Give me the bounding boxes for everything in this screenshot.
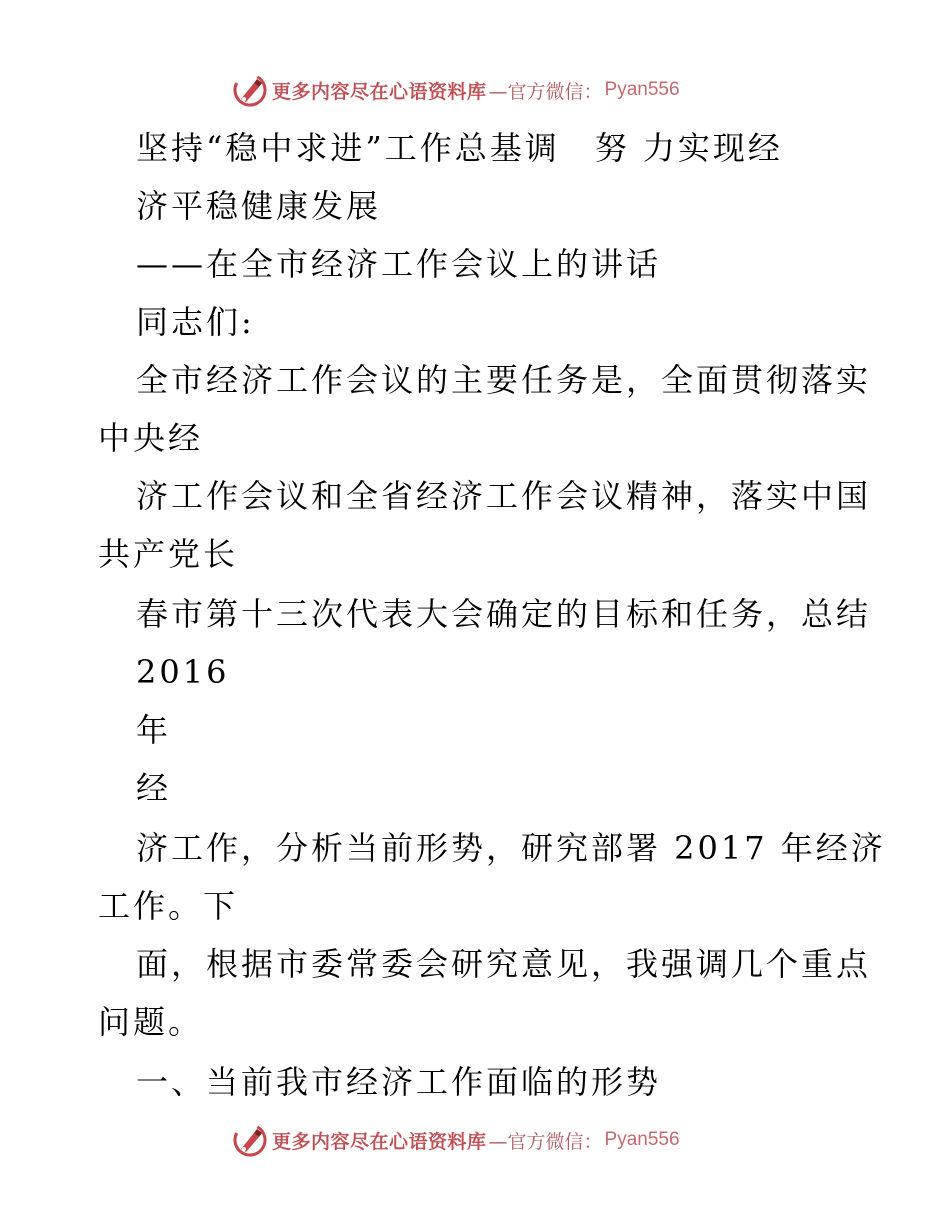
document-title-line-1: 坚持“稳中求进”工作总基调 努 力实现经 (136, 129, 783, 167)
paragraph-line: 济工作，分析当前形势，研究部署 2017 年经济 (136, 829, 886, 867)
salutation: 同志们: (136, 303, 255, 341)
document-title-line-2: 济平稳健康发展 (136, 187, 382, 225)
footer-watermark-banner (232, 1122, 680, 1158)
paragraph-line: 全市经济工作会议的主要任务是，全面贯彻落实 (136, 361, 872, 399)
document-subtitle: ——在全市经济工作会议上的讲话 (136, 245, 662, 283)
paragraph-line: 2016 (136, 653, 230, 691)
watermark-account: Pyan556 (604, 79, 680, 100)
watermark-official-label: —官方微信： (488, 80, 603, 103)
paragraph-line: 年 (136, 711, 172, 749)
paragraph-line: 经 (136, 769, 172, 807)
watermark-promo-text: 更多内容尽在心语资料库 (272, 1130, 487, 1153)
section-heading: 一、当前我市经济工作面临的形势 (136, 1063, 662, 1101)
paragraph-line: 共产党长 (98, 535, 239, 573)
paragraph-line: 济工作会议和全省经济工作会议精神，落实中国 (136, 477, 872, 515)
watermark-account: Pyan556 (604, 1129, 680, 1150)
paragraph-line: 工作。下 (98, 887, 239, 925)
watermark-promo-text: 更多内容尽在心语资料库 (272, 80, 487, 103)
paragraph-line: 春市第十三次代表大会确定的目标和任务，总结 (136, 595, 872, 633)
paragraph-line: 问题。 (98, 1003, 204, 1041)
watermark-official-label: —官方微信： (488, 1130, 603, 1153)
pen-circle-logo-icon (232, 1122, 268, 1158)
paragraph-line: 面，根据市委常委会研究意见，我强调几个重点 (136, 945, 872, 983)
paragraph-line: 中央经 (98, 419, 204, 457)
